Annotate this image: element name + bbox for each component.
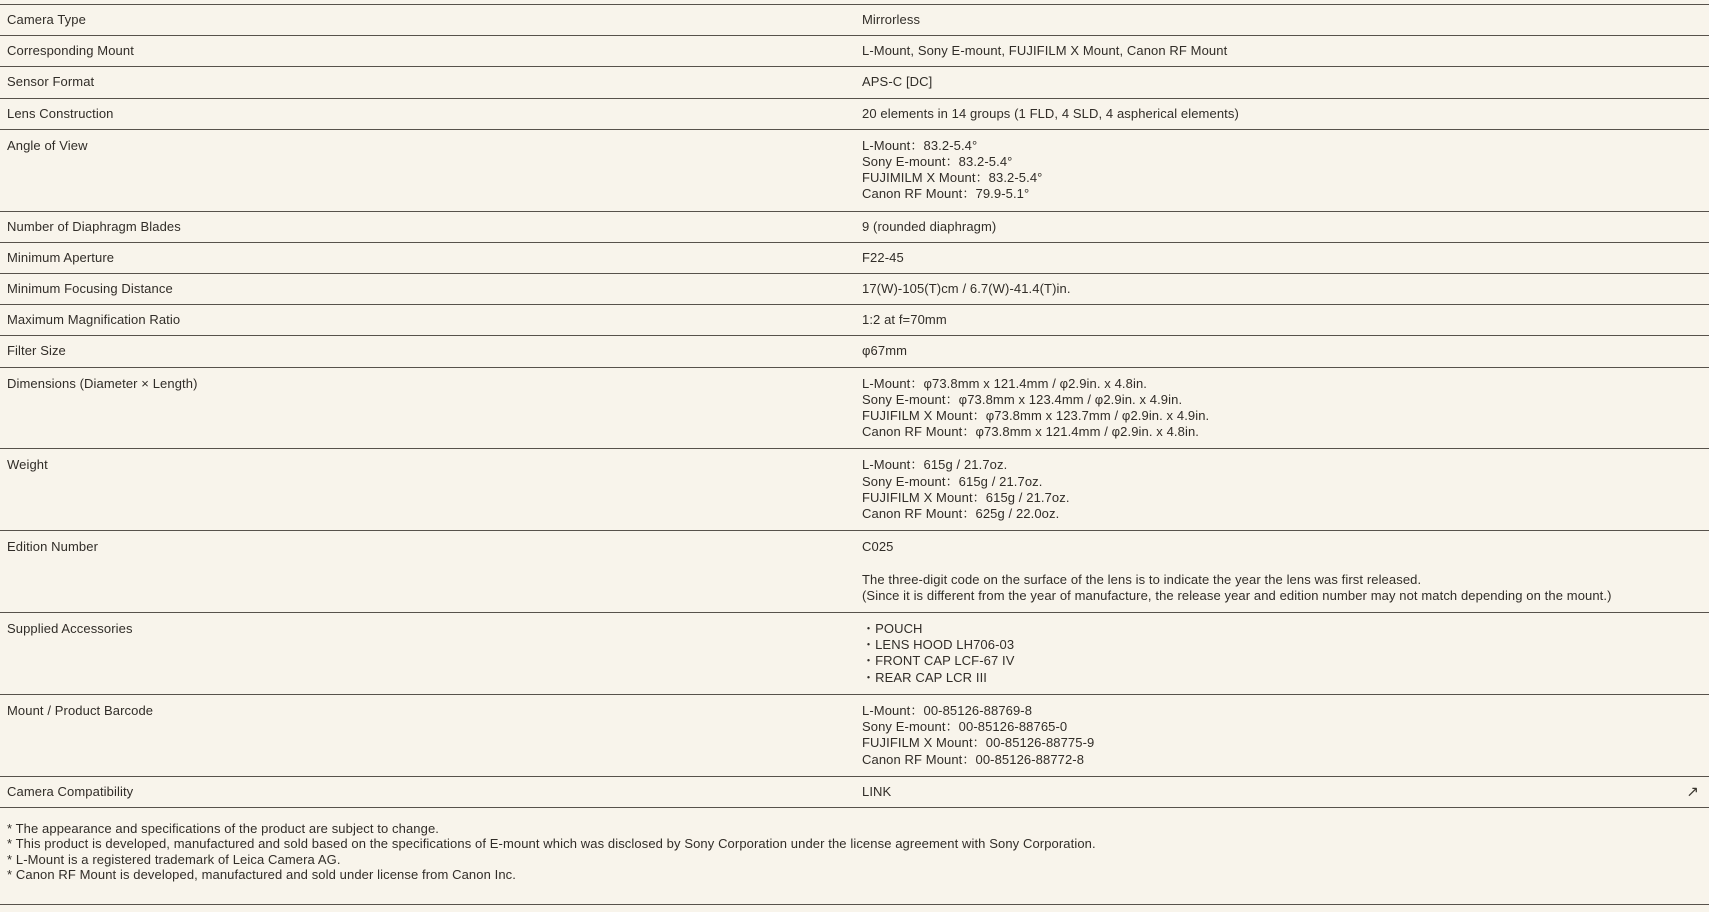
spec-value-line: FUJIMILM X Mount：83.2-5.4° — [862, 170, 1043, 186]
spec-row-weight — [0, 449, 1709, 531]
spec-value-line: APS-C [DC] — [862, 74, 933, 90]
spec-value-line: 20 elements in 14 groups (1 FLD, 4 SLD, 4 aspherical elements) — [862, 105, 1239, 121]
spec-row-corresponding-mount — [0, 36, 1709, 67]
spec-value-mount-product-barcode — [862, 703, 1697, 768]
spec-value-line: ・LENS HOOD LH706-03 — [862, 637, 1015, 653]
spec-value-sensor-format — [862, 74, 1697, 90]
spec-value-line: 1:2 at f=70mm — [862, 312, 947, 328]
spec-value-line: Mirrorless — [862, 12, 921, 27]
spec-row-diaphragm-blades — [0, 212, 1709, 243]
spec-value-line: L-Mount, Sony E-mount, FUJIFILM X Mount, Canon RF Mount — [862, 43, 1228, 59]
spec-link[interactable]: LINK — [862, 783, 892, 799]
spec-row-maximum-magnification-ratio — [0, 305, 1709, 336]
spec-row-edition-number — [0, 531, 1709, 613]
spec-value-line: FUJIFILM X Mount：φ73.8mm x 123.7mm / φ2.9in. x 4.9in. — [862, 408, 1210, 424]
spec-value-maximum-magnification-ratio — [862, 312, 1697, 328]
spec-value-line: Canon RF Mount：79.9-5.1° — [862, 186, 1030, 202]
spec-label-supplied-accessories: Supplied Accessories — [7, 621, 133, 637]
spec-value-line: C025 — [862, 539, 894, 555]
spec-value-line: Sony E-mount：00-85126-88765-0 — [862, 719, 1068, 735]
spec-label-minimum-aperture: Minimum Aperture — [7, 249, 115, 265]
spec-value-line: φ67mm — [862, 343, 908, 359]
spec-label-sensor-format: Sensor Format — [7, 74, 95, 90]
footnote: * The appearance and specifications of the product are subject to change. — [7, 820, 440, 836]
spec-row-lens-construction — [0, 99, 1709, 130]
spec-value-line: 17(W)-105(T)cm / 6.7(W)-41.4(T)in. — [862, 281, 1071, 297]
spec-value-line: Canon RF Mount：625g / 22.0oz. — [862, 506, 1060, 522]
spec-value-line: Sony E-mount：φ73.8mm x 123.4mm / φ2.9in. x 4.9in. — [862, 391, 1183, 407]
spec-value-line: ・REAR CAP LCR III — [862, 669, 987, 685]
spec-row-supplied-accessories — [0, 613, 1709, 695]
spec-label-camera-compatibility: Camera Compatibility — [7, 783, 134, 799]
spec-table — [0, 4, 1709, 808]
spec-value-line: L-Mount：615g / 21.7oz. — [862, 457, 1008, 473]
spec-row-filter-size — [0, 336, 1709, 367]
spec-row-dimensions — [0, 368, 1709, 450]
spec-label-dimensions: Dimensions (Diameter × Length) — [7, 375, 198, 391]
spec-value-angle-of-view — [862, 138, 1697, 203]
spec-value-line: F22-45 — [862, 249, 904, 265]
spec-value-camera-type — [862, 12, 1697, 28]
spec-value-minimum-focusing-distance — [862, 281, 1697, 297]
spec-value-diaphragm-blades — [862, 219, 1697, 235]
spec-value-line: ・POUCH — [862, 621, 923, 637]
spec-value-line: (Since it is different from the year of manufacture, the release year and edition number may not match depending on the mount.) — [862, 587, 1612, 603]
spec-value-line: L-Mount：φ73.8mm x 121.4mm / φ2.9in. x 4.8in. — [862, 375, 1147, 391]
footnote: * This product is developed, manufactured and sold based on the specifications of E-mount which was disclosed by Sony Corporation under the license agreement with Sony Corporation. — [7, 836, 1096, 852]
spec-row-angle-of-view — [0, 130, 1709, 212]
spec-value-supplied-accessories — [862, 621, 1697, 686]
spec-row-mount-product-barcode — [0, 695, 1709, 777]
spec-row-sensor-format — [0, 67, 1709, 98]
spec-value-line: L-Mount：00-85126-88769-8 — [862, 702, 1033, 718]
spec-value-line: 9 (rounded diaphragm) — [862, 218, 997, 234]
spec-value-lens-construction — [862, 106, 1697, 122]
spec-value-edition-number — [862, 539, 1697, 604]
spec-value-line: The three-digit code on the surface of the lens is to indicate the year the lens was first released. — [862, 571, 1422, 587]
spec-label-camera-type: Camera Type — [7, 12, 86, 27]
spec-label-filter-size: Filter Size — [7, 343, 66, 359]
spec-label-corresponding-mount: Corresponding Mount — [7, 43, 134, 59]
spec-value-corresponding-mount — [862, 43, 1697, 59]
spec-value-line: Canon RF Mount：00-85126-88772-8 — [862, 751, 1085, 767]
spec-value-line: Canon RF Mount：φ73.8mm x 121.4mm / φ2.9in. x 4.8in. — [862, 424, 1199, 440]
spec-value-line — [862, 555, 1697, 571]
spec-value-filter-size — [862, 343, 1697, 359]
spec-value-line: FUJIFILM X Mount：615g / 21.7oz. — [862, 489, 1070, 505]
spec-value-line: Sony E-mount：83.2-5.4° — [862, 154, 1013, 170]
spec-value-camera-compatibility — [862, 784, 1697, 800]
spec-row-minimum-aperture — [0, 243, 1709, 274]
spec-label-maximum-magnification-ratio: Maximum Magnification Ratio — [7, 312, 181, 328]
spec-value-weight — [862, 457, 1697, 522]
spec-value-line: Sony E-mount：615g / 21.7oz. — [862, 473, 1043, 489]
footnotes — [0, 808, 1709, 905]
spec-row-camera-type — [0, 5, 1709, 36]
spec-label-lens-construction: Lens Construction — [7, 105, 114, 121]
spec-label-edition-number: Edition Number — [7, 539, 98, 555]
spec-row-camera-compatibility[interactable] — [0, 777, 1709, 808]
spec-label-angle-of-view: Angle of View — [7, 137, 88, 153]
footnote: * L-Mount is a registered trademark of Leica Camera AG. — [7, 851, 341, 867]
footnote: * Canon RF Mount is developed, manufactured and sold under license from Canon Inc. — [7, 867, 516, 883]
arrow-up-right-icon[interactable]: ↗ — [1686, 783, 1699, 801]
spec-row-minimum-focusing-distance — [0, 274, 1709, 305]
spec-label-mount-product-barcode: Mount / Product Barcode — [7, 702, 154, 718]
spec-value-line: L-Mount：83.2-5.4° — [862, 137, 978, 153]
spec-label-weight: Weight — [7, 457, 48, 473]
spec-label-minimum-focusing-distance: Minimum Focusing Distance — [7, 281, 173, 297]
spec-value-line: FUJIFILM X Mount：00-85126-88775-9 — [862, 735, 1095, 751]
spec-value-minimum-aperture — [862, 250, 1697, 266]
spec-value-dimensions — [862, 376, 1697, 441]
spec-value-line: ・FRONT CAP LCF-67 IV — [862, 653, 1015, 669]
spec-label-diaphragm-blades: Number of Diaphragm Blades — [7, 218, 181, 234]
